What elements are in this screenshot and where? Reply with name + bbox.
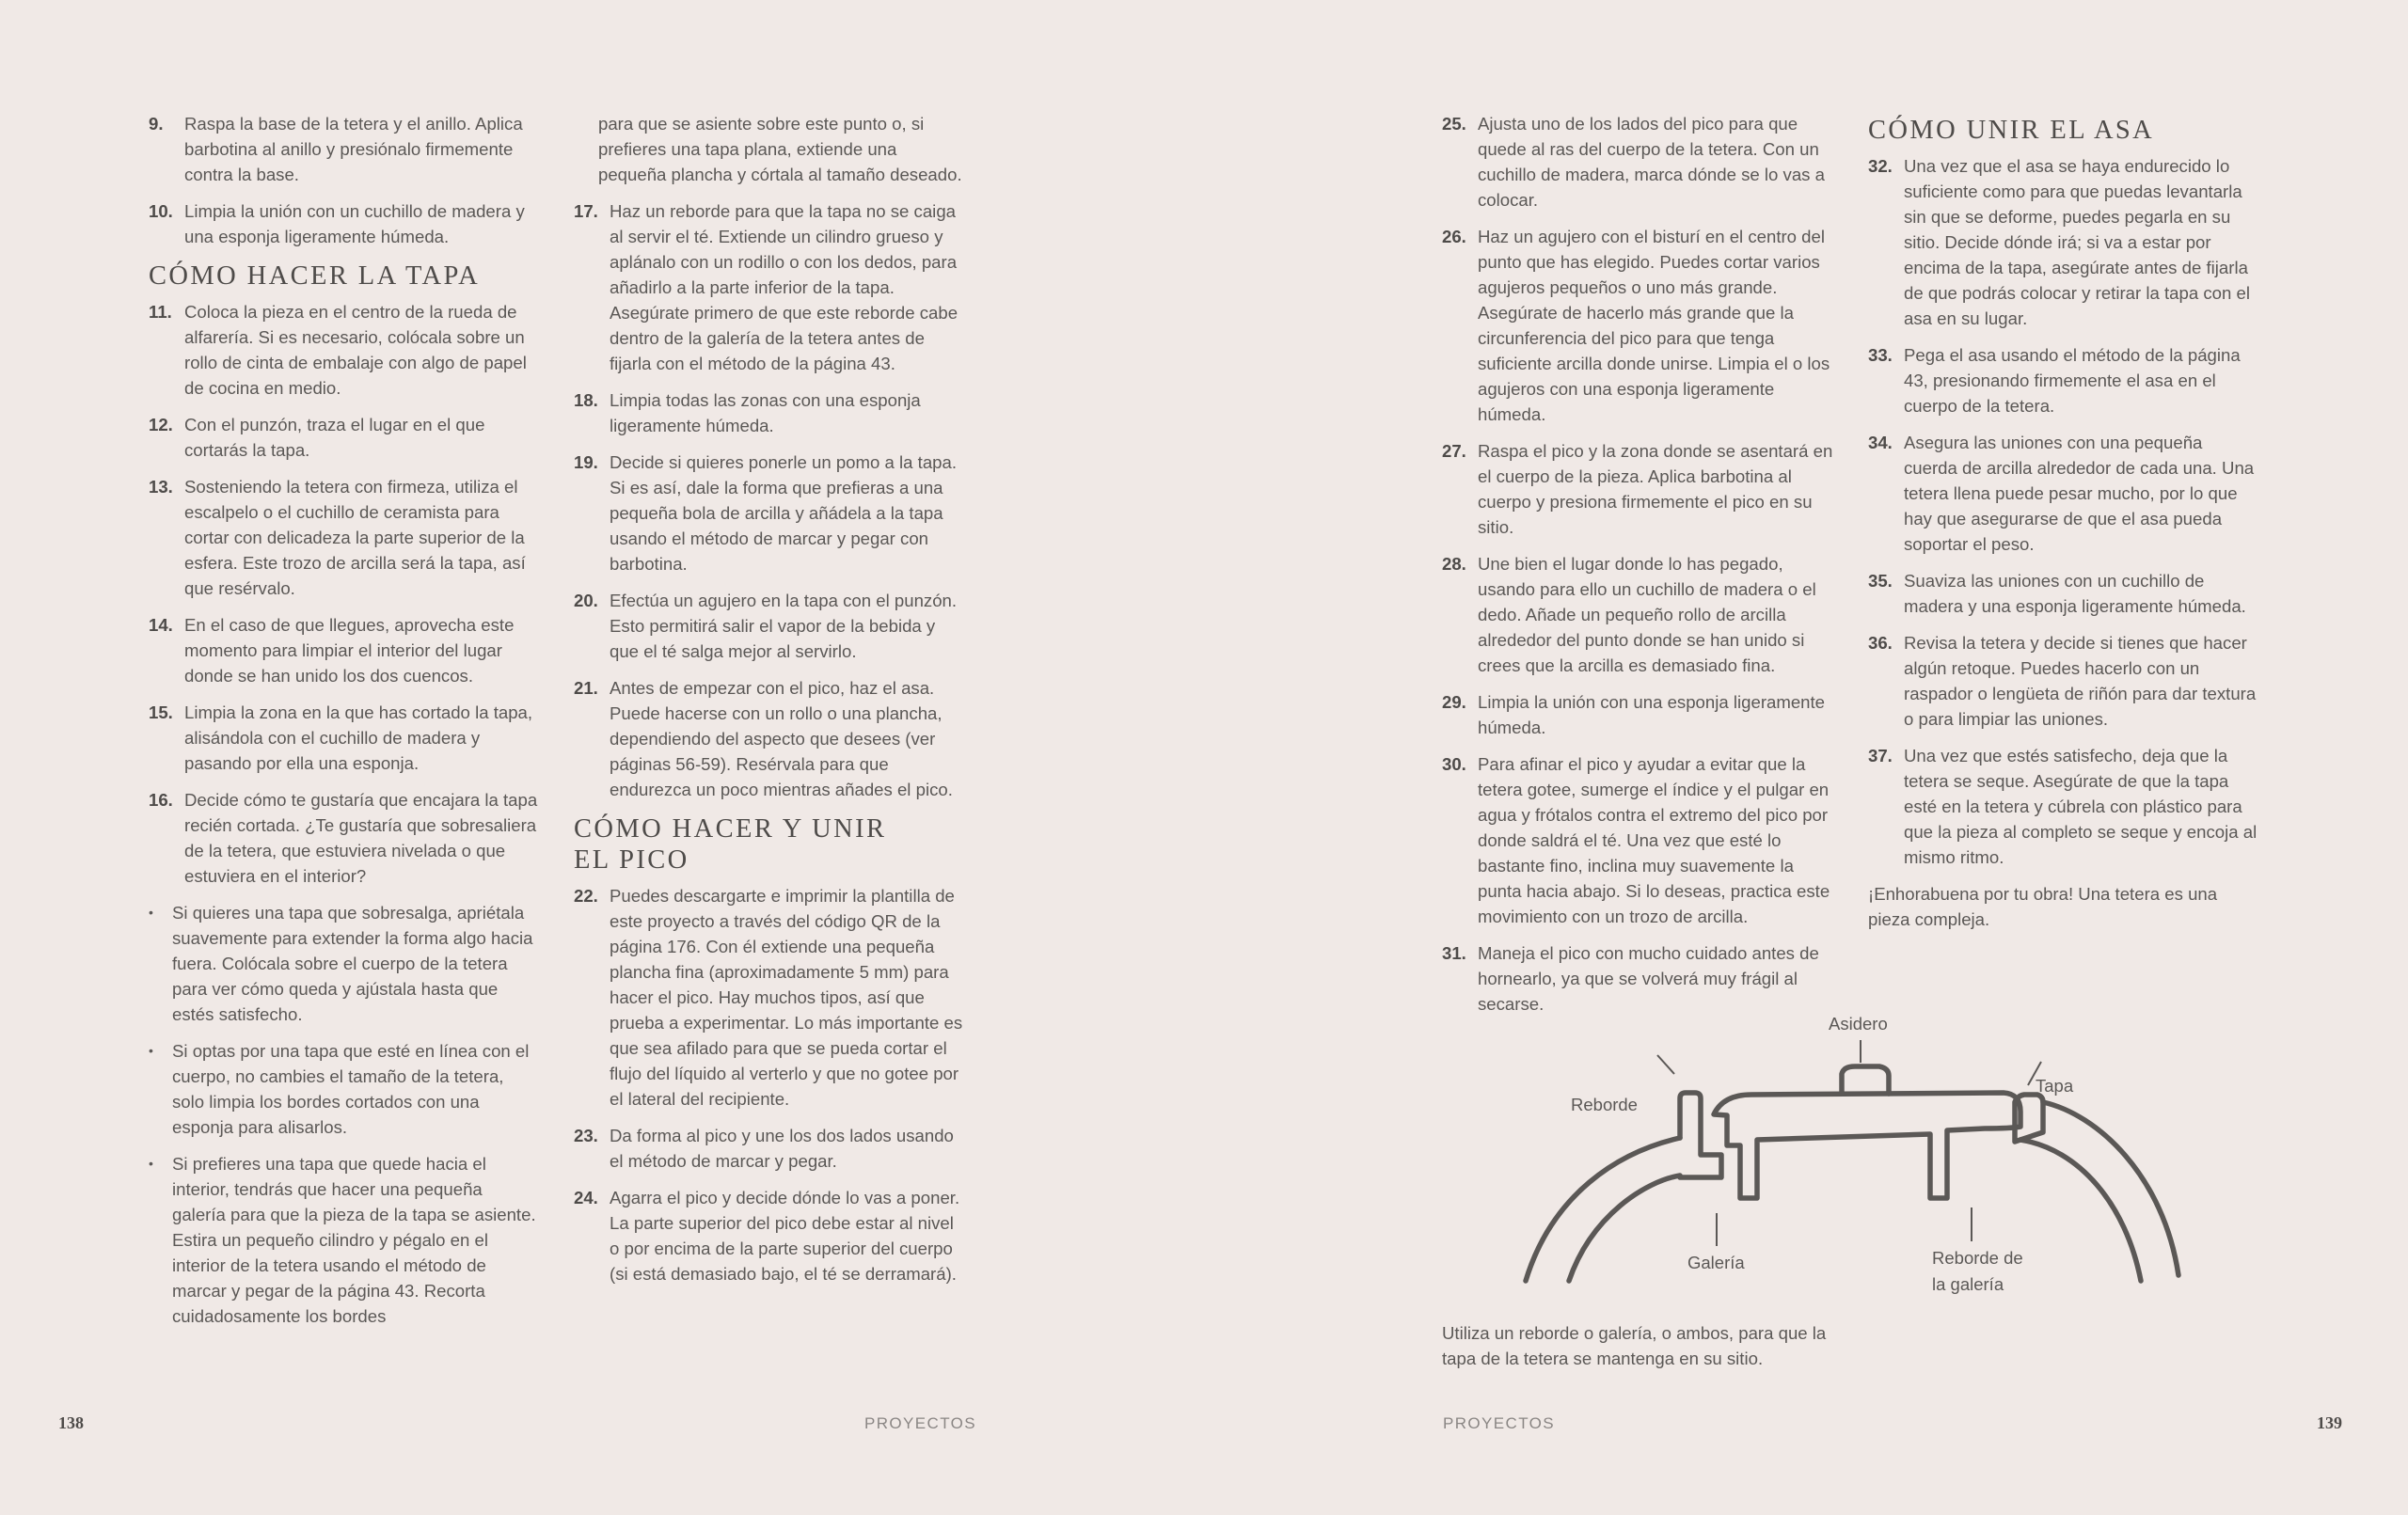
bullet-text: Si prefieres una tapa que quede hacia el interior, tendrás que hacer una pequeña galería para que la pieza de la tapa se asiente. Estira un pequeño cilindro y pégalo en el interior de la tetera usando el método de marcar y pegar de la página 43. Recorta cuidadosamente los bordes bbox=[172, 1154, 536, 1326]
bullet-dot-icon: • bbox=[149, 905, 153, 920]
step-item bbox=[574, 450, 964, 576]
step-item bbox=[1442, 111, 1837, 213]
label-reborde-galeria-2: la galería bbox=[1932, 1274, 2004, 1294]
step-number: 17. bbox=[574, 201, 598, 221]
step-item bbox=[1868, 743, 2258, 870]
page-number-right: 139 bbox=[2317, 1413, 2342, 1432]
label-tapa: Tapa bbox=[2036, 1076, 2074, 1096]
right-col-1 bbox=[1442, 111, 1837, 1028]
lid-knob bbox=[1842, 1066, 1889, 1094]
step-text: Raspa el pico y la zona donde se asentará en el cuerpo de la pieza. Aplica barbotina al cuerpo y presiona firmemente el pico en su sitio. bbox=[1478, 441, 1833, 537]
lid-body bbox=[1714, 1093, 2020, 1198]
step-number: 12. bbox=[149, 415, 173, 434]
closing-text: ¡Enhorabuena por tu obra! Una tetera es una pieza compleja. bbox=[1868, 884, 2218, 929]
running-head-right: PROYECTOS bbox=[1443, 1414, 1556, 1432]
step-item bbox=[1868, 568, 2258, 619]
bullet-item bbox=[149, 1151, 538, 1329]
step-item bbox=[1868, 153, 2258, 331]
step-text: Pega el asa usando el método de la página 43, presionando firmemente el asa en el cuerpo de la tetera. bbox=[1904, 345, 2241, 416]
step-number: 37. bbox=[1868, 746, 1893, 765]
step-text: En el caso de que llegues, aprovecha este momento para limpiar el interior del lugar donde se han unido los dos cuencos. bbox=[184, 615, 515, 686]
step-number: 24. bbox=[574, 1188, 598, 1207]
heading-como-hacer-y-unir-el-pico: CÓMO HACER Y UNIR EL PICO bbox=[574, 814, 887, 875]
left-col-1 bbox=[149, 111, 538, 1340]
step-item bbox=[1868, 430, 2258, 557]
step-text: Asegura las uniones con una pequeña cuerda de arcilla alrededor de cada una. Una tetera llena puede pesar mucho, por lo que hay que asegurarse de que el asa pueda soportar el peso. bbox=[1904, 433, 2255, 554]
step-text: Limpia la unión con un cuchillo de madera y una esponja ligeramente húmeda. bbox=[184, 201, 525, 246]
label-reborde-galeria-1: Reborde de bbox=[1932, 1248, 2023, 1268]
step-item bbox=[149, 700, 538, 776]
step-number: 33. bbox=[1868, 345, 1893, 365]
bullet-dot-icon: • bbox=[149, 1156, 153, 1171]
left-col-2 bbox=[574, 111, 964, 1298]
label-reborde: Reborde bbox=[1571, 1095, 1638, 1114]
step-text: Antes de empezar con el pico, haz el asa. Puede hacerse con un rollo o una plancha, dependiendo del aspecto que desees (ver páginas 56-59). Resérvala para que endurezca un poco mientras añades el pico. bbox=[610, 678, 953, 799]
step-item bbox=[574, 387, 964, 438]
step-number: 13. bbox=[149, 477, 173, 497]
heading-como-unir-el-asa: CÓMO UNIR EL ASA bbox=[1868, 116, 2155, 145]
step-text: Para afinar el pico y ayudar a evitar que la tetera gotee, sumerge el índice y el pulgar en agua y frótalos contra el extremo del pico por donde saldrá el té. Una vez que esté lo bastante fino, inclina muy suavemente la punta hacia abajo. Si lo deseas, practica este movimiento con un trozo de arcilla. bbox=[1478, 754, 1830, 926]
step-text: Suaviza las uniones con un cuchillo de madera y una esponja ligeramente húmeda. bbox=[1904, 571, 2246, 616]
step-number: 15. bbox=[149, 702, 173, 722]
teapot-body-inner bbox=[1569, 1176, 1680, 1281]
step-number: 23. bbox=[574, 1126, 598, 1145]
step-number: 14. bbox=[149, 615, 173, 635]
step-item bbox=[149, 787, 538, 889]
step-item bbox=[149, 299, 538, 401]
step-number: 10. bbox=[149, 201, 173, 221]
page-number-left: 138 bbox=[58, 1413, 84, 1432]
heading-como-hacer-la-tapa: CÓMO HACER LA TAPA bbox=[149, 261, 481, 291]
bullet-text: Si optas por una tapa que esté en línea con el cuerpo, no cambies el tamaño de la tetera, solo limpia los bordes cortados con una esponja para alisarlos. bbox=[172, 1041, 530, 1137]
bullet-dot-icon: • bbox=[149, 1043, 153, 1058]
step-item bbox=[1442, 224, 1837, 427]
step-number: 27. bbox=[1442, 441, 1466, 461]
step-text: Una vez que estés satisfecho, deja que la tetera se seque. Asegúrate de que la tapa esté en la tetera y cúbrela con plástico para que la pieza al completo se seque y encoja al mismo ritmo. bbox=[1904, 746, 2258, 867]
step-text: Coloca la pieza en el centro de la rueda de alfarería. Si es necesario, colócala sobre un rollo de cinta de embalaje con algo de papel de cocina en medio. bbox=[184, 302, 527, 398]
step-number: 11. bbox=[149, 302, 172, 322]
gallery-left bbox=[1680, 1093, 1721, 1177]
step-text: Raspa la base de la tetera y el anillo. Aplica barbotina al anillo y presiónalo firmemente contra la base. bbox=[184, 114, 523, 184]
step-number: 29. bbox=[1442, 692, 1466, 712]
step-text: Haz un reborde para que la tapa no se caiga al servir el té. Extiende un cilindro grueso y aplánalo con un rodillo o con los dedos, para añadirlo a la parte inferior de la tapa. Asegúrate primero de que este reborde cabe dentro de la galería de la tetera antes de fijarla con el método de la página 43. bbox=[610, 201, 958, 373]
step-number: 36. bbox=[1868, 633, 1893, 653]
step-number: 20. bbox=[574, 591, 598, 610]
step-item bbox=[1868, 630, 2258, 732]
step-item bbox=[1442, 551, 1837, 678]
step-number: 19. bbox=[574, 452, 598, 472]
label-galeria: Galería bbox=[1687, 1253, 1745, 1272]
step-text: Limpia todas las zonas con una esponja ligeramente húmeda. bbox=[610, 390, 921, 435]
lid-diagram bbox=[1505, 997, 2201, 1317]
continuation-text: para que se asiente sobre este punto o, si prefieres una tapa plana, extiende una pequeña plancha y córtala al tamaño deseado. bbox=[598, 114, 962, 184]
step-text: Haz un agujero con el bisturí en el centro del punto que has elegido. Puedes cortar varios agujeros pequeños o uno más grande. Asegúrate de hacerlo más grande que la circunferencia del pico para que tenga suficiente arcilla donde unirse. Limpia el o los agujeros con una esponja ligeramente húmeda. bbox=[1478, 227, 1830, 424]
bullet-item bbox=[149, 1038, 538, 1140]
step-text: Agarra el pico y decide dónde lo vas a poner. La parte superior del pico debe estar al nivel o por encima de la parte superior del cuerpo (si está demasiado bajo, el té se derramará). bbox=[610, 1188, 960, 1284]
step-number: 16. bbox=[149, 790, 173, 810]
step-item bbox=[574, 675, 964, 802]
step-text: Efectúa un agujero en la tapa con el punzón. Esto permitirá salir el vapor de la bebida y que el té salga mejor al servirlo. bbox=[610, 591, 958, 661]
step-number: 25. bbox=[1442, 114, 1466, 134]
step-text: Limpia la unión con una esponja ligeramente húmeda. bbox=[1478, 692, 1826, 737]
step-item bbox=[1442, 751, 1837, 929]
step-item bbox=[574, 198, 964, 376]
step-item bbox=[149, 412, 538, 463]
step-text: Con el punzón, traza el lugar en el que cortarás la tapa. bbox=[184, 415, 485, 460]
step-item bbox=[1442, 689, 1837, 740]
bullet-text: Si quieres una tapa que sobresalga, apriétala suavemente para extender la forma algo hacia fuera. Colócala sobre el cuerpo de la tetera para ver cómo queda y ajústala hasta que estés satisfecho. bbox=[172, 903, 533, 1024]
step-number: 35. bbox=[1868, 571, 1893, 591]
step-number: 21. bbox=[574, 678, 598, 698]
step-item bbox=[574, 1185, 964, 1286]
step-text: Da forma al pico y une los dos lados usando el método de marcar y pegar. bbox=[610, 1126, 954, 1171]
step-number: 30. bbox=[1442, 754, 1466, 774]
teapot-body-right-inner bbox=[2020, 1140, 2141, 1281]
leader-reborde bbox=[1657, 1055, 1674, 1074]
step-number: 32. bbox=[1868, 156, 1893, 176]
teapot-body-right-outer bbox=[2043, 1102, 2178, 1275]
step-item bbox=[574, 588, 964, 664]
step-number: 34. bbox=[1868, 433, 1893, 452]
step-item bbox=[149, 474, 538, 601]
diagram-caption: Utiliza un reborde o galería, o ambos, para que la tapa de la tetera se mantenga en su sitio. bbox=[1442, 1322, 1827, 1368]
step-item bbox=[574, 883, 964, 1112]
step-text: Limpia la zona en la que has cortado la tapa, alisándola con el cuchillo de madera y pasando por ella una esponja. bbox=[184, 702, 533, 773]
step-item bbox=[149, 612, 538, 688]
step-number: 22. bbox=[574, 886, 598, 906]
step-text: Ajusta uno de los lados del pico para que quede al ras del cuerpo de la tetera. Con un cuchillo de madera, marca dónde se lo vas a colocar. bbox=[1478, 114, 1825, 210]
step-number: 18. bbox=[574, 390, 598, 410]
step-text: Revisa la tetera y decide si tienes que hacer algún retoque. Puedes hacerlo con un raspador o lengüeta de riñón para dar textura o para limpiar las uniones. bbox=[1904, 633, 2257, 729]
step-text: Sosteniendo la tetera con firmeza, utiliza el escalpelo o el cuchillo de ceramista para cortar con delicadeza la parte superior de la esfera. Este trozo de arcilla será la tapa, así que resérvalo. bbox=[184, 477, 526, 598]
step-text: Maneja el pico con mucho cuidado antes de hornearlo, ya que se volverá muy frágil al secarse. bbox=[1478, 943, 1819, 1014]
step-text: Una vez que el asa se haya endurecido lo suficiente como para que puedas levantarla sin que se deforme, puedes pegarla en su sitio. Decide dónde irá; si va a estar por encima de la tapa, asegúrate antes de fijarla de que podrás colocar y retirar la tapa con el asa en su lugar. bbox=[1904, 156, 2250, 328]
step-item bbox=[1442, 438, 1837, 540]
step-number: 31. bbox=[1442, 943, 1466, 963]
step-item bbox=[149, 198, 538, 249]
step-text: Decide si quieres ponerle un pomo a la tapa. Si es así, dale la forma que prefieras a una pequeña bola de arcilla y añádela a la tapa usando el método de marcar y pegar con barbotina. bbox=[610, 452, 958, 574]
step-text: Decide cómo te gustaría que encajara la tapa recién cortada. ¿Te gustaría que sobresaliera de la tetera, que estuviera nivelada o que estuviera en el interior? bbox=[184, 790, 538, 886]
step-text: Une bien el lugar donde lo has pegado, usando para ello un cuchillo de madera o el dedo. Añade un pequeño rollo de arcilla alrededor del punto donde se han unido si crees que la arcilla es demasiado fina. bbox=[1478, 554, 1816, 675]
running-head-left: PROYECTOS bbox=[864, 1414, 977, 1432]
step-number: 26. bbox=[1442, 227, 1466, 246]
step-number: 9. bbox=[149, 114, 164, 134]
step-item bbox=[1868, 342, 2258, 418]
bullet-item bbox=[149, 900, 538, 1027]
step-item bbox=[149, 111, 538, 187]
step-text: Puedes descargarte e imprimir la plantilla de este proyecto a través del código QR de la página 176. Con él extiende una pequeña plancha fina (aproximadamente 5 mm) para hacer el pico. Hay muchos tipos, así que prueba a experimentar. Lo más importante es que sea afilado para que se pueda cortar el flujo del líquido al verterlo y que no gotee por el lateral del recipiente. bbox=[610, 886, 963, 1109]
label-asidero: Asidero bbox=[1829, 1014, 1888, 1034]
right-col-2 bbox=[1868, 111, 2258, 932]
step-number: 28. bbox=[1442, 554, 1466, 574]
teapot-body-outer bbox=[1526, 1138, 1680, 1281]
step-item bbox=[574, 1123, 964, 1174]
